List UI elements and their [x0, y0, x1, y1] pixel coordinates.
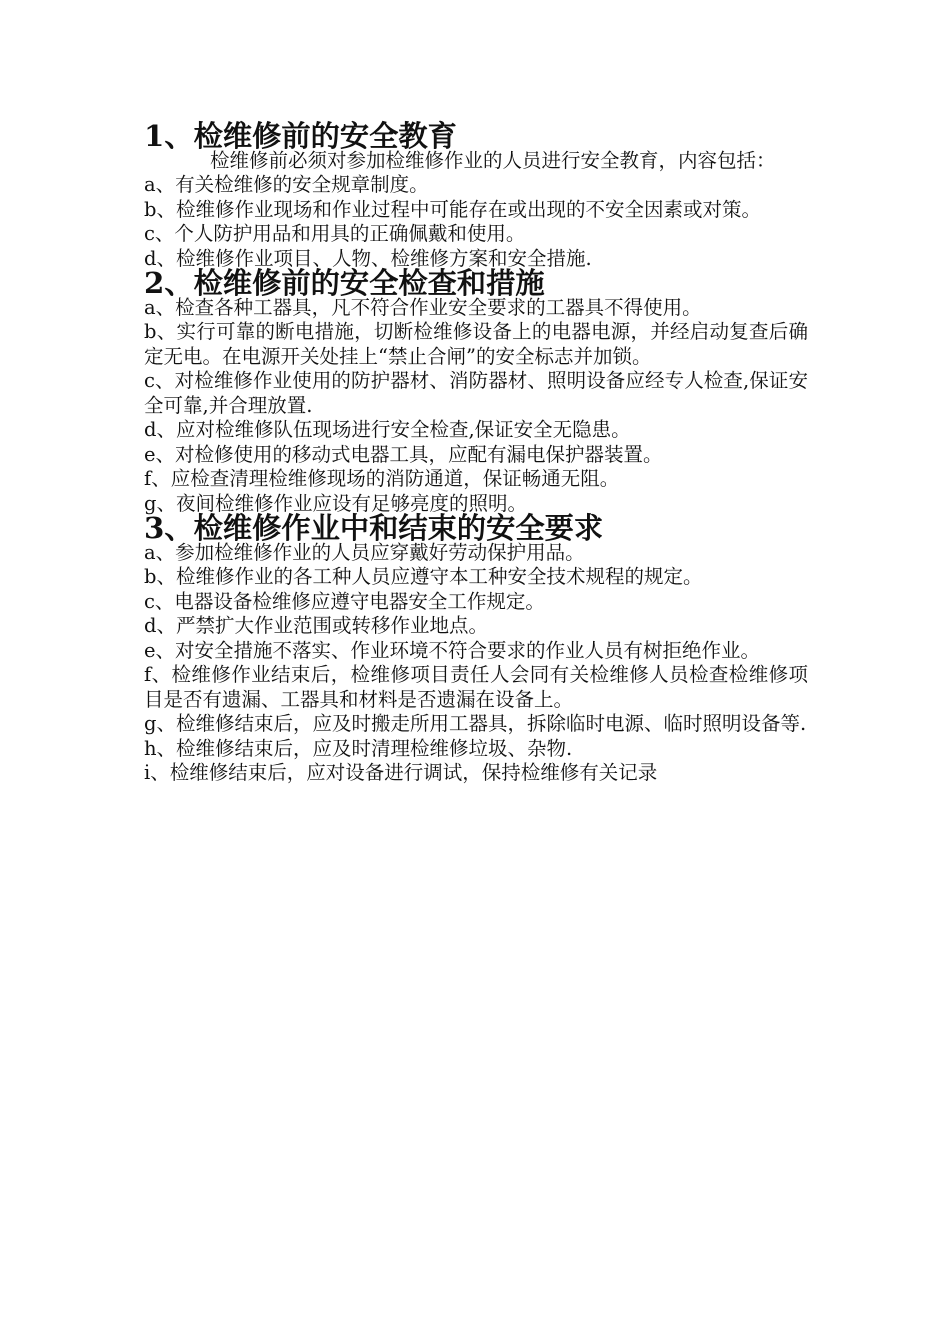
section-heading: 2、检维修前的安全检查和措施 [144, 266, 545, 300]
list-item: e、对安全措施不落实、作业环境不符合要求的作业人员有树拒绝作业。 [144, 638, 761, 662]
list-item: a、有关检维修的安全规章制度。 [144, 173, 429, 196]
list-item: c、个人防护用品和用具的正确佩戴和使用。 [144, 222, 526, 245]
list-item: d、检维修作业项目、人物、检维修方案和安全措施. [144, 246, 592, 270]
list-item: b、实行可靠的断电措施，切断检维修设备上的电器电源，并经启动复查后确定无电。在电源开关处挂上“禁止合闸”的安全标志并加锁。 [144, 320, 808, 368]
section-heading: 3、检维修作业中和结束的安全要求 [144, 511, 604, 545]
list-item: c、对检维修作业使用的防护器材、消防器材、照明设备应经专人检查,保证安全可靠,并合理放置. [144, 369, 808, 417]
list-item: i、检维修结束后，应对设备进行调试，保持检维修有关记录 [144, 761, 658, 784]
section-heading: 1、检维修前的安全教育 [144, 119, 457, 153]
list-item: c、电器设备检维修应遵守电器安全工作规定。 [144, 589, 545, 613]
list-item: d、应对检维修队伍现场进行安全检查,保证安全无隐患。 [144, 418, 631, 441]
list-item: d、严禁扩大作业范围或转移作业地点。 [144, 614, 488, 637]
document-page [144, 119, 808, 786]
section-2 [144, 266, 808, 516]
list-item: b、检维修作业的各工种人员应遵守本工种安全技术规程的规定。 [144, 565, 703, 588]
list-item: a、参加检维修作业的人员应穿戴好劳动保护用品。 [144, 540, 585, 564]
section-3 [144, 511, 808, 786]
list-item: e、对检修使用的移动式电器工具，应配有漏电保护器装置。 [144, 442, 663, 466]
list-item: a、检查各种工器具，凡不符合作业安全要求的工器具不得使用。 [144, 295, 702, 319]
list-item: f、检维修作业结束后，检维修项目责任人会同有关检维修人员检查检维修项目是否有遗漏、工器具和材料是否遗漏在设备上。 [144, 663, 808, 711]
list-item: g、夜间检维修作业应设有足够亮度的照明。 [144, 491, 527, 515]
list-item: f、应检查清理检维修现场的消防通道，保证畅通无阻。 [144, 467, 620, 490]
list-item: h、检维修结束后，应及时清理检维修垃圾、杂物. [144, 736, 573, 760]
section-intro: 检维修前必须对参加检维修作业的人员进行安全教育，内容包括： [210, 148, 776, 172]
list-item: b、检维修作业现场和作业过程中可能存在或出现的不安全因素或对策。 [144, 197, 761, 221]
list-item: g、检维修结束后，应及时搬走所用工器具，拆除临时电源、临时照明设备等. [144, 712, 807, 735]
section-1 [144, 119, 808, 271]
